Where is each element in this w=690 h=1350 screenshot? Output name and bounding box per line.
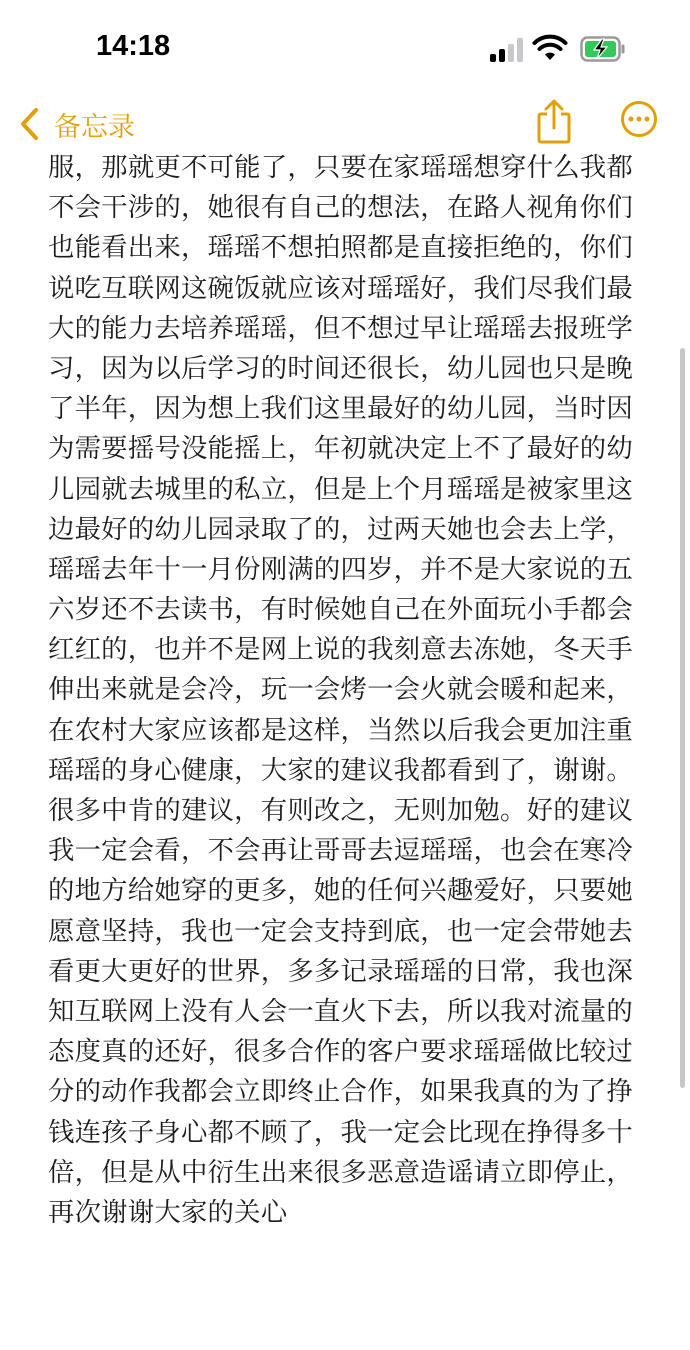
note-text-line: 再次谢谢大家的关心 bbox=[48, 1196, 288, 1228]
navigation-bar bbox=[0, 96, 690, 156]
status-bar bbox=[0, 0, 690, 96]
note-text-line: 儿园就去城里的私立，但是上个月瑶瑶是被家里这 bbox=[48, 473, 633, 505]
note-text-line: 钱连孩子身心都不顾了，我一定会比现在挣得多十 bbox=[48, 1116, 633, 1148]
note-text-line: 说吃互联网这碗饭就应该对瑶瑶好，我们尽我们最 bbox=[48, 272, 633, 304]
note-text-line: 红红的，也并不是网上说的我刻意去冻她，冬天手 bbox=[48, 634, 633, 666]
chevron-left-icon bbox=[18, 107, 40, 141]
note-text-line: 不会干涉的，她很有自己的想法，在路人视角你们 bbox=[48, 192, 633, 224]
note-text-line: 愿意坚持，我也一定会支持到底，也一定会带她去 bbox=[48, 915, 633, 947]
note-text-line: 大的能力去培养瑶瑶，但不想过早让瑶瑶去报班学 bbox=[48, 312, 633, 344]
note-text-line: 知互联网上没有人会一直火下去，所以我对流量的 bbox=[48, 995, 633, 1027]
note-text-line: 很多中肯的建议，有则改之，无则加勉。好的建议 bbox=[48, 795, 633, 826]
note-text-line: 习，因为以后学习的时间还很长，幼儿园也只是晚 bbox=[48, 352, 633, 384]
vertical-scroll-indicator[interactable] bbox=[680, 348, 685, 1088]
back-button-label: 备忘录 bbox=[54, 111, 135, 143]
note-text-line: 瑶瑶的身心健康，大家的建议我都看到了，谢谢。 bbox=[48, 754, 633, 786]
note-text-line: 六岁还不去读书，有时候她自己在外面玩小手都会 bbox=[48, 594, 633, 626]
status-time: 14:18 bbox=[96, 30, 171, 62]
back-button[interactable] bbox=[18, 100, 135, 148]
note-text-line: 在农村大家应该都是这样，当然以后我会更加注重 bbox=[48, 714, 633, 746]
note-text-line: 我一定会看，不会再让哥哥去逗瑶瑶，也会在寒冷 bbox=[48, 835, 633, 867]
share-icon[interactable] bbox=[534, 98, 574, 146]
note-text-line: 的地方给她穿的更多，她的任何兴趣爱好，只要她 bbox=[48, 875, 633, 907]
note-text-body[interactable] bbox=[48, 148, 648, 1233]
wifi-icon bbox=[532, 34, 568, 62]
note-text-line: 也能看出来，瑶瑶不想拍照都是直接拒绝的，你们 bbox=[48, 232, 633, 264]
note-text-line: 看更大更好的世界，多多记录瑶瑶的日常，我也深 bbox=[48, 955, 633, 987]
note-text-line: 倍，但是从中衍生出来很多恶意造谣请立即停止， bbox=[48, 1156, 633, 1188]
note-text-line: 分的动作我都会立即终止合作，如果我真的为了挣 bbox=[48, 1076, 633, 1108]
note-text-line: 服，那就更不可能了，只要在家瑶瑶想穿什么我都 bbox=[48, 152, 633, 183]
ellipsis-circle-icon[interactable] bbox=[620, 100, 658, 138]
note-text-line: 边最好的幼儿园录取了的，过两天她也会去上学， bbox=[48, 513, 633, 545]
note-text-line: 了半年，因为想上我们这里最好的幼儿园，当时因 bbox=[48, 393, 633, 425]
note-text-line: 伸出来就是会冷，玩一会烤一会火就会暖和起来， bbox=[48, 674, 633, 706]
battery-charging-icon bbox=[580, 36, 626, 62]
cellular-signal-icon bbox=[490, 38, 524, 62]
note-text-line: 态度真的还好，很多合作的客户要求瑶瑶做比较过 bbox=[48, 1036, 633, 1068]
note-text-line: 为需要摇号没能摇上，年初就决定上不了最好的幼 bbox=[48, 433, 633, 465]
note-text-line: 瑶瑶去年十一月份刚满的四岁，并不是大家说的五 bbox=[48, 553, 633, 585]
